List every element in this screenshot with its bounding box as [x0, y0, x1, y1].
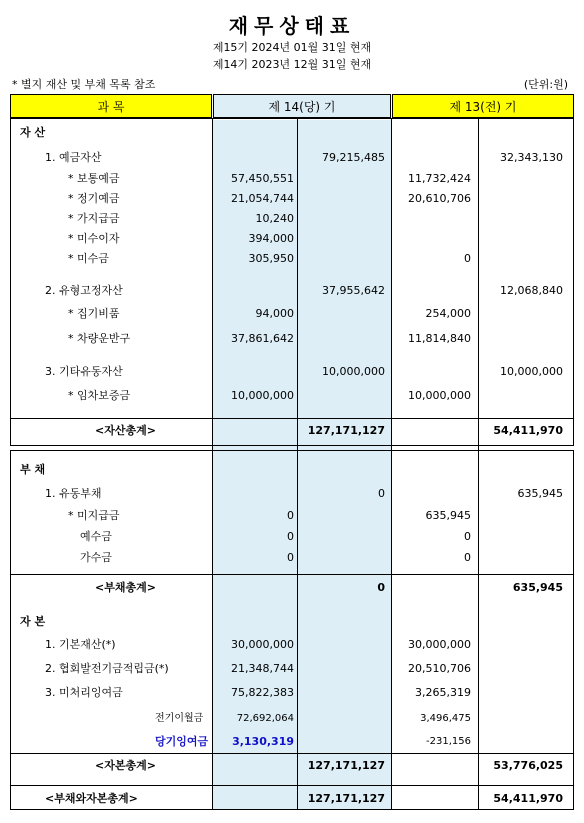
- amount-c1: 21,054,744: [231, 192, 294, 205]
- amount-c2: 0: [377, 581, 385, 594]
- amount-p2: 12,068,840: [500, 284, 563, 297]
- amount-p1: -231,156: [426, 736, 471, 747]
- period-prior: 제14기 2023년 12월 31일 현재: [212, 58, 372, 71]
- row-label: 1. 예금자산: [45, 151, 102, 164]
- amount-c1: 3,130,319: [232, 735, 294, 748]
- period-current: 제15기 2024년 01월 31일 현재: [212, 41, 372, 54]
- row-label: 3. 기타유동자산: [45, 365, 123, 378]
- row-label: * 가지급금: [68, 212, 120, 225]
- amount-p1: 20,610,706: [408, 192, 471, 205]
- amount-c1: 57,450,551: [231, 172, 294, 185]
- amount-c2: 127,171,127: [307, 759, 385, 772]
- row-label: 2. 유형고정자산: [45, 284, 123, 297]
- amount-c2: 10,000,000: [322, 365, 385, 378]
- document-title: 재무상태표: [228, 14, 356, 38]
- amount-p1: 11,814,840: [408, 332, 471, 345]
- amount-p2: 54,411,970: [493, 792, 563, 805]
- amount-c1: 72,692,064: [236, 713, 294, 724]
- amount-p1: 11,732,424: [408, 172, 471, 185]
- amount-p1: 635,945: [425, 509, 471, 522]
- amount-c1: 30,000,000: [231, 638, 294, 651]
- amount-c1: 10,240: [255, 212, 294, 225]
- amount-c1: 37,861,642: [231, 332, 294, 345]
- row-label: <부채와자본총계>: [45, 792, 138, 805]
- amount-c2: 37,955,642: [322, 284, 385, 297]
- header-current: 제 14(당) 기: [213, 94, 391, 118]
- row-label: 예수금: [80, 530, 112, 543]
- amount-c1: 394,000: [248, 232, 294, 245]
- unit-label: (단위:원): [523, 78, 568, 91]
- header-account: 과 목: [10, 94, 212, 118]
- amount-p1: 0: [464, 530, 471, 543]
- column-divider: [478, 118, 479, 810]
- subtotal-rule: [10, 785, 574, 786]
- amount-c2: 0: [378, 487, 385, 500]
- footnote: * 별지 재산 및 부채 목록 참조: [12, 78, 156, 91]
- amount-c1: 94,000: [255, 307, 294, 320]
- row-label: 2. 협회발전기금적립금(*): [45, 662, 169, 675]
- liabilities-equity-section: [10, 450, 574, 810]
- row-label: <자본총계>: [95, 759, 156, 772]
- row-label: 자 산: [20, 126, 46, 139]
- row-label: 1. 기본재산(*): [45, 638, 116, 651]
- amount-p2: 10,000,000: [500, 365, 563, 378]
- row-label: * 미수금: [68, 252, 109, 265]
- amount-p1: 0: [464, 551, 471, 564]
- subtotal-rule: [10, 574, 574, 575]
- row-label: * 미지급금: [68, 509, 120, 522]
- row-label: * 정기예금: [68, 192, 120, 205]
- amount-c1: 0: [287, 530, 294, 543]
- amount-c1: 0: [287, 509, 294, 522]
- row-label: 가수금: [80, 551, 112, 564]
- row-label: 당기잉여금: [155, 735, 209, 748]
- amount-p1: 3,265,319: [415, 686, 471, 699]
- row-label: * 보통예금: [68, 172, 120, 185]
- amount-c2: 127,171,127: [307, 424, 385, 437]
- amount-p2: 32,343,130: [500, 151, 563, 164]
- amount-c1: 21,348,744: [231, 662, 294, 675]
- amount-p1: 3,496,475: [420, 713, 471, 724]
- row-label: * 임차보증금: [68, 389, 131, 402]
- amount-p1: 0: [464, 252, 471, 265]
- header-prior: 제 13(전) 기: [392, 94, 574, 118]
- amount-p2: 635,945: [517, 487, 563, 500]
- amount-c1: 0: [287, 551, 294, 564]
- amount-c1: 10,000,000: [231, 389, 294, 402]
- subtotal-rule: [10, 418, 574, 419]
- subtotal-rule: [10, 753, 574, 754]
- amount-p1: 254,000: [425, 307, 471, 320]
- row-label: * 미수이자: [68, 232, 120, 245]
- amount-c1: 75,822,383: [231, 686, 294, 699]
- row-label: 부 채: [20, 463, 46, 476]
- amount-p1: 10,000,000: [408, 389, 471, 402]
- column-divider: [297, 118, 298, 810]
- row-label: 1. 유동부채: [45, 487, 102, 500]
- amount-p2: 635,945: [512, 581, 563, 594]
- row-label: * 집기비품: [68, 307, 120, 320]
- amount-c1: 305,950: [248, 252, 294, 265]
- amount-p2: 53,776,025: [493, 759, 563, 772]
- column-divider: [391, 118, 392, 810]
- amount-p1: 30,000,000: [408, 638, 471, 651]
- row-label: 자 본: [20, 615, 46, 628]
- amount-c2: 79,215,485: [322, 151, 385, 164]
- row-label: 전기이월금: [155, 713, 204, 724]
- row-label: <자산총계>: [95, 424, 156, 437]
- amount-p2: 54,411,970: [493, 424, 563, 437]
- row-label: <부채총계>: [95, 581, 156, 594]
- row-label: 3. 미처리잉여금: [45, 686, 123, 699]
- column-divider: [212, 118, 213, 810]
- amount-c2: 127,171,127: [307, 792, 385, 805]
- row-label: * 차량운반구: [68, 332, 131, 345]
- amount-p1: 20,510,706: [408, 662, 471, 675]
